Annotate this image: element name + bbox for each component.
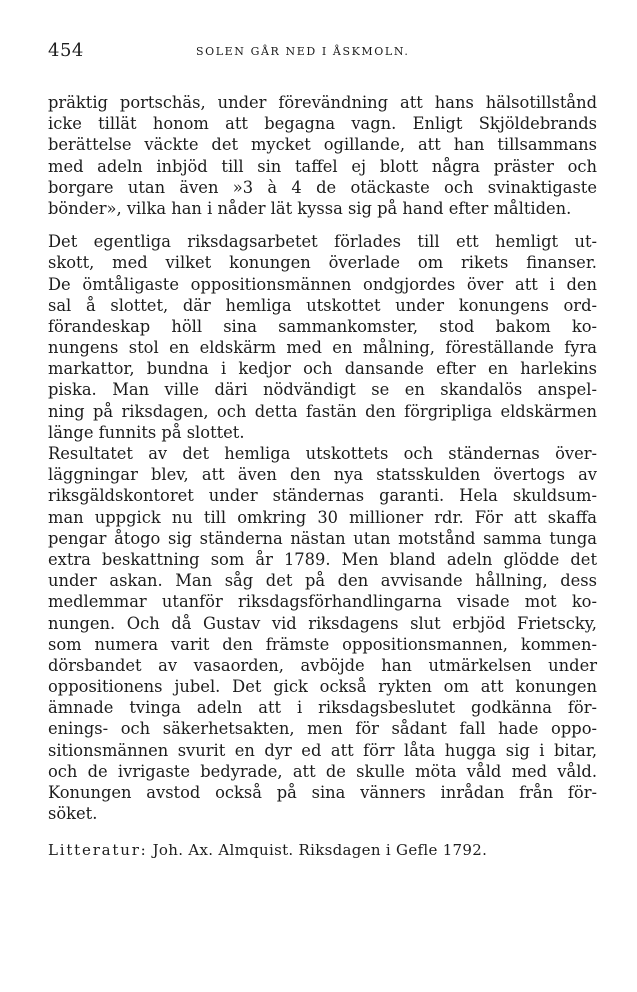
paragraph-1	[48, 92, 597, 219]
text-line: Konungen avstod också på sina vänners inrådan från för-	[48, 783, 597, 802]
text-line: oppositionens jubel. Det gick också rykten om att konungen	[48, 677, 597, 697]
page-number: 454	[48, 40, 84, 61]
text-line: präktig portschäs, under förevändning att hans hälsotillstånd	[48, 93, 597, 112]
text-line: medlemmar utanför riksdagsförhandlingarna visade mot ko-	[48, 592, 597, 612]
text-line: söket.	[48, 804, 98, 824]
text-line: bönder», vilka han i nåder lät kyssa sig på hand efter måltiden.	[48, 198, 572, 218]
text-line: man uppgick nu till omkring 30 millioner rdr. För att skaffa	[48, 507, 597, 527]
paragraph-gap	[48, 219, 597, 231]
text-line: riksgäldskontoret under ständernas garanti. Hela skuldsum-	[48, 486, 597, 506]
text-line: skott, med vilket konungen överlade om rikets finanser.	[48, 253, 597, 273]
text-line: piska. Man ville däri nödvändigt se en skandalös anspel-	[48, 380, 597, 400]
literature-reference: Joh. Ax. Almquist. Riksdagen i Gefle 1792.	[152, 841, 488, 860]
book-page	[48, 40, 597, 861]
paragraph-2	[48, 231, 597, 824]
text-line: dörsbandet av vasaorden, avböjde han utmärkelsen under	[48, 655, 597, 675]
text-line: som numera varit den främste oppositionsmannen, kommen-	[48, 634, 597, 654]
text-line: Det egentliga riksdagsarbetet förlades till ett hemligt ut-	[48, 232, 597, 252]
text-line: under askan. Man såg det på den avvisande hållning, dess	[48, 571, 597, 591]
text-line: Resultatet av det hemliga utskottets och ständernas över-	[48, 444, 597, 463]
text-line: läggningar blev, att även den nya statsskulden övertogs av	[48, 465, 597, 485]
text-line: ning på riksdagen, och detta fastän den förgripliga eldskärmen	[48, 401, 597, 421]
text-line: med adeln inbjöd till sin taffel ej blott några präster och	[48, 156, 597, 176]
text-line: sitionsmännen svurit en dyr ed att förr låta hugga sig i bitar,	[48, 740, 597, 760]
text-line: pengar åtogo sig ständerna nästan utan motstånd samma tunga	[48, 528, 597, 548]
text-line: extra beskattning som år 1789. Men bland adeln glödde det	[48, 549, 597, 569]
running-title: SOLEN GÅR NED I ÅSKMOLN.	[196, 45, 410, 58]
text-line: berättelse väckte det mycket ogillande, att han tillsammans	[48, 135, 597, 155]
text-line: förandeskap höll sina sammankomster, stod bakom ko-	[48, 316, 597, 336]
text-line: enings- och säkerhetsakten, men för sådant fall hade oppo-	[48, 719, 597, 739]
text-line: nungen. Och då Gustav vid riksdagens slut erbjöd Frietscky,	[48, 613, 597, 633]
text-line: markattor, bundna i kedjor och dansande efter en harlekins	[48, 359, 597, 379]
text-line: och de ivrigaste bedyrade, att de skulle möta våld med våld.	[48, 761, 597, 781]
text-line: De ömtåligaste oppositionsmännen ondgjordes över att i den	[48, 274, 597, 294]
text-line: icke tillät honom att begagna vagn. Enligt Skjöldebrands	[48, 114, 597, 134]
running-head	[48, 40, 597, 68]
literature-label: Litteratur:	[48, 841, 148, 860]
text-line: sal å slottet, där hemliga utskottet under konungens ord-	[48, 295, 597, 315]
text-line: ämnade tvinga adeln att i riksdagsbeslutet godkänna för-	[48, 698, 597, 718]
literature-note	[48, 840, 597, 861]
text-line: nungens stol en eldskärm med en målning, föreställande fyra	[48, 338, 597, 358]
text-line: borgare utan även »3 à 4 de otäckaste och svinaktigaste	[48, 177, 597, 197]
text-line: länge funnits på slottet.	[48, 422, 245, 442]
body-text	[48, 92, 597, 824]
